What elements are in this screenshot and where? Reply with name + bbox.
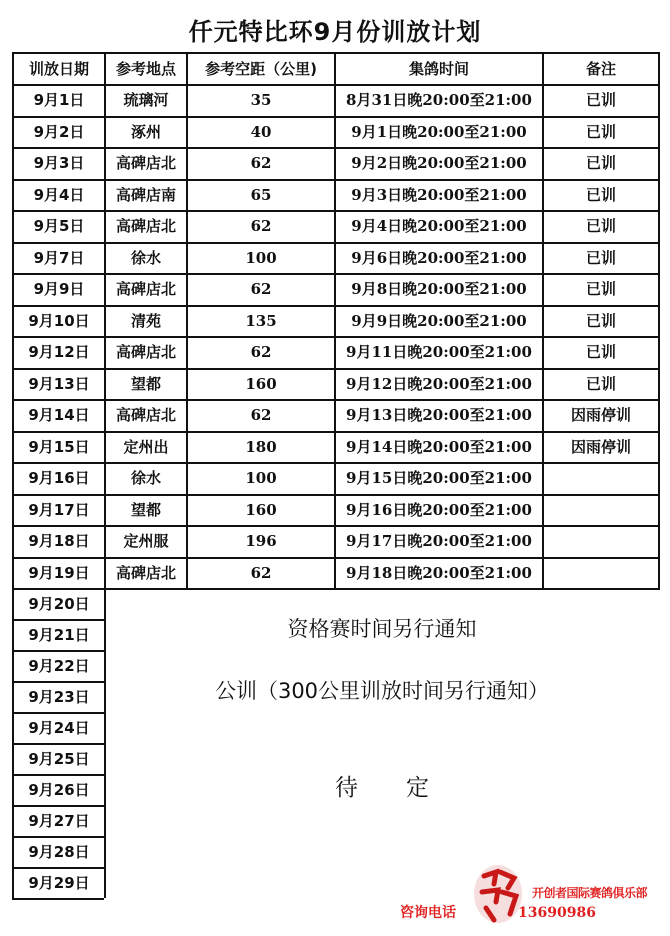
- cell-gather-time: 9月17日晚20:00至21:00: [335, 526, 543, 558]
- header-row: [13, 53, 659, 85]
- cell-location: 高碑店北: [105, 400, 187, 432]
- cell-gather-time: 9月15日晚20:00至21:00: [335, 463, 543, 495]
- cell-date: 9月28日: [13, 837, 105, 868]
- cell-distance: 62: [187, 274, 335, 306]
- cell-location: 望都: [105, 369, 187, 401]
- cell-location: 徐水: [105, 463, 187, 495]
- cell-distance: 35: [187, 85, 335, 117]
- cell-location: 高碑店北: [105, 337, 187, 369]
- cell-location: 定州服: [105, 526, 187, 558]
- table-row: [13, 243, 659, 275]
- cell-gather-time: 9月2日晚20:00至21:00: [335, 148, 543, 180]
- cell-distance: 62: [187, 400, 335, 432]
- cell-note: [543, 558, 659, 590]
- cell-date: 9月18日: [13, 526, 105, 558]
- cell-gather-time: 9月12日晚20:00至21:00: [335, 369, 543, 401]
- cell-location: 高碑店北: [105, 211, 187, 243]
- cell-distance: 40: [187, 117, 335, 149]
- cell-date: 9月14日: [13, 400, 105, 432]
- cell-distance: 160: [187, 369, 335, 401]
- cell-date: 9月5日: [13, 211, 105, 243]
- table-row: [13, 274, 659, 306]
- cell-note: [543, 526, 659, 558]
- cell-date: 9月27日: [13, 806, 105, 837]
- cell-date: 9月29日: [13, 868, 105, 899]
- table-row: [13, 400, 659, 432]
- cell-gather-time: 9月3日晚20:00至21:00: [335, 180, 543, 212]
- cell-distance: 180: [187, 432, 335, 464]
- header-distance: 参考空距（公里): [187, 53, 335, 85]
- table-row: [13, 526, 659, 558]
- cell-distance: 135: [187, 306, 335, 338]
- cell-date: 9月19日: [13, 558, 105, 590]
- cell-date: 9月22日: [13, 651, 105, 682]
- cell-date: 9月17日: [13, 495, 105, 527]
- cell-gather-time: 9月13日晚20:00至21:00: [335, 400, 543, 432]
- cell-note: 已训: [543, 211, 659, 243]
- cell-gather-time: 9月8日晚20:00至21:00: [335, 274, 543, 306]
- cell-distance: 100: [187, 463, 335, 495]
- cell-note: 已训: [543, 180, 659, 212]
- cell-location: 高碑店南: [105, 180, 187, 212]
- cell-distance: 62: [187, 211, 335, 243]
- cell-note: 已训: [543, 243, 659, 275]
- table-row: [13, 337, 659, 369]
- cell-date: 9月3日: [13, 148, 105, 180]
- cell-distance: 100: [187, 243, 335, 275]
- cell-date: 9月15日: [13, 432, 105, 464]
- cell-gather-time: 9月14日晚20:00至21:00: [335, 432, 543, 464]
- header-gather-time: 集鸽时间: [335, 53, 543, 85]
- cell-date: 9月9日: [13, 274, 105, 306]
- cell-note: [543, 495, 659, 527]
- cell-location: 清苑: [105, 306, 187, 338]
- cell-note: 已训: [543, 148, 659, 180]
- table-row: [13, 211, 659, 243]
- cell-gather-time: 9月4日晚20:00至21:00: [335, 211, 543, 243]
- cell-date: 9月21日: [13, 620, 105, 651]
- cell-gather-time: 9月16日晚20:00至21:00: [335, 495, 543, 527]
- cell-date: 9月20日: [13, 589, 105, 620]
- table-row: [13, 558, 659, 590]
- table-row: [13, 463, 659, 495]
- cell-gather-time: 8月31日晚20:00至21:00: [335, 85, 543, 117]
- cell-distance: 62: [187, 148, 335, 180]
- header-note: 备注: [543, 53, 659, 85]
- cell-location: 高碑店北: [105, 274, 187, 306]
- table-row: [13, 117, 659, 149]
- cell-distance: 62: [187, 558, 335, 590]
- cell-distance: 196: [187, 526, 335, 558]
- cell-note: 已训: [543, 274, 659, 306]
- notice-area: [105, 589, 659, 899]
- page-title: 仟元特比环9月份训放计划: [188, 18, 482, 46]
- cell-location: 定州出: [105, 432, 187, 464]
- table-row: [13, 148, 659, 180]
- cell-distance: 160: [187, 495, 335, 527]
- cell-location: 望都: [105, 495, 187, 527]
- cell-date: 9月23日: [13, 682, 105, 713]
- cell-date: 9月2日: [13, 117, 105, 149]
- table-row: [13, 495, 659, 527]
- cell-date: 9月7日: [13, 243, 105, 275]
- cell-gather-time: 9月9日晚20:00至21:00: [335, 306, 543, 338]
- cell-date: 9月13日: [13, 369, 105, 401]
- header-date: 训放日期: [13, 53, 105, 85]
- cell-gather-time: 9月1日晚20:00至21:00: [335, 117, 543, 149]
- table-row: [13, 306, 659, 338]
- cell-note: 已训: [543, 85, 659, 117]
- contact-line: [400, 902, 596, 922]
- table-row: [13, 180, 659, 212]
- cell-note: [543, 463, 659, 495]
- cell-location: 涿州: [105, 117, 187, 149]
- cell-date: 9月25日: [13, 744, 105, 775]
- cell-date: 9月10日: [13, 306, 105, 338]
- club-name: 开创者国际赛鸽俱乐部: [532, 886, 648, 900]
- cell-location: 高碑店北: [105, 558, 187, 590]
- notice-qualifier: 资格赛时间另行通知: [287, 617, 477, 641]
- cell-note: 已训: [543, 117, 659, 149]
- cell-date: 9月16日: [13, 463, 105, 495]
- cell-note: 因雨停训: [543, 400, 659, 432]
- header-location: 参考地点: [105, 53, 187, 85]
- cell-note: 已训: [543, 337, 659, 369]
- cell-location: 高碑店北: [105, 148, 187, 180]
- cell-gather-time: 9月6日晚20:00至21:00: [335, 243, 543, 275]
- cell-note: 因雨停训: [543, 432, 659, 464]
- cell-gather-time: 9月18日晚20:00至21:00: [335, 558, 543, 590]
- schedule-table: [12, 52, 660, 900]
- cell-location: 琉璃河: [105, 85, 187, 117]
- cell-note: 已训: [543, 369, 659, 401]
- table-row: [13, 85, 659, 117]
- cell-date: 9月24日: [13, 713, 105, 744]
- table-row: [13, 432, 659, 464]
- cell-date: 9月12日: [13, 337, 105, 369]
- cell-date: 9月4日: [13, 180, 105, 212]
- cell-location: 徐水: [105, 243, 187, 275]
- phone-number: 13690986: [518, 905, 596, 921]
- notice-public-training: 公训（300公里训放时间另行通知）: [214, 679, 550, 703]
- notice-pending: 待定: [335, 775, 477, 801]
- cell-date: 9月1日: [13, 85, 105, 117]
- cell-distance: 62: [187, 337, 335, 369]
- cell-note: 已训: [543, 306, 659, 338]
- cell-gather-time: 9月11日晚20:00至21:00: [335, 337, 543, 369]
- table-row: [13, 589, 659, 620]
- cell-date: 9月26日: [13, 775, 105, 806]
- table-row: [13, 369, 659, 401]
- cell-distance: 65: [187, 180, 335, 212]
- consult-label: 咨询电话: [400, 905, 456, 921]
